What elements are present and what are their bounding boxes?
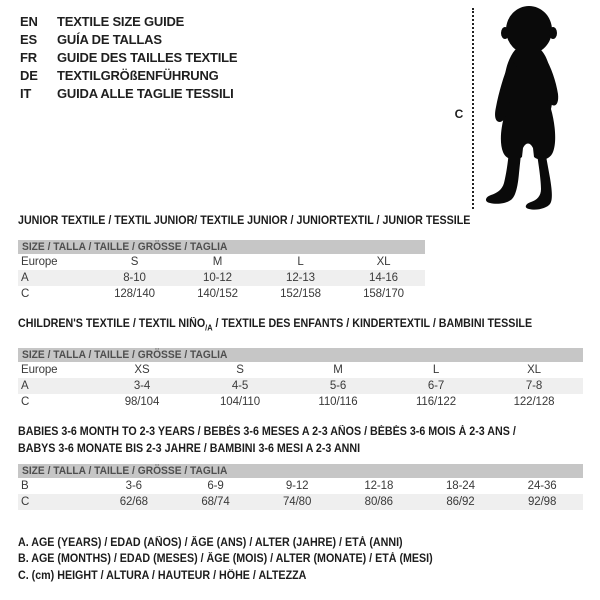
region-label-cell: Europe [21,256,58,268]
size-header-cell: XS [134,364,150,377]
size-header-label: SIZE / TALLA / TAILLE / GRÖSSE / TAGLIA [22,465,228,477]
value-cell: 158/170 [363,288,404,300]
language-code: EN [20,13,38,29]
value-cell: 12-18 [364,480,394,492]
table-row [18,286,425,302]
value-cell: 128/140 [114,288,155,300]
language-row [20,48,237,66]
value-cell: 122/128 [513,396,555,409]
size-header-cell: XL [376,256,391,268]
table-title [18,318,583,334]
value-cell: 74/80 [256,494,338,510]
value-cell: 140/152 [197,288,238,300]
table-row [18,378,583,394]
value-cell: 152/158 [280,288,321,300]
size-header-cell: S [236,364,244,377]
value-cell: 116/122 [415,396,457,409]
table-title-part: / TEXTILE DES ENFANTS / KINDERTEXTIL / BAMBINI TESSILE [212,318,533,330]
table-row [18,478,583,494]
value-cell: 14-16 [342,270,425,286]
value-cell: 10-12 [176,270,259,286]
language-title: TEXTILGRÖßENFÜHRUNG [57,67,219,83]
size-header-bar [18,464,583,478]
table-title-subscript: /A [205,323,213,333]
row-label-cell: B [21,480,29,492]
row-label-cell: A [18,378,93,394]
footnote-b [18,551,464,567]
row-label-cell: A [18,270,93,286]
footnote-text: B. AGE (MONTHS) / EDAD (MESES) / ÂGE (MOIS) / ALTER (MONATE) / ETÀ (MESI) [18,553,433,566]
language-title: GUÍA DE TALLAS [57,31,162,47]
table-title [18,424,583,457]
row-label-cell: C [21,396,30,409]
value-cell: 62/68 [93,494,175,510]
size-header-label: SIZE / TALLA / TAILLE / GRÖSSE / TAGLIA [22,349,228,362]
language-title: TEXTILE SIZE GUIDE [57,13,185,29]
value-cell: 4-5 [191,378,289,394]
language-row [20,66,237,84]
language-row [20,84,237,102]
value-cell: 7-8 [485,378,583,394]
childrens-textile-table [18,318,583,410]
language-title-block [20,12,237,102]
size-header-cell: M [333,364,343,377]
footnote-block [18,535,464,584]
table-title [18,215,471,228]
value-cell: 68/74 [175,494,257,510]
size-header-label: SIZE / TALLA / TAILLE / GRÖSSE / TAGLIA [22,241,228,253]
value-cell: 9-12 [285,480,309,492]
value-cell: 104/110 [219,396,261,409]
language-code: FR [20,49,37,65]
value-cell: 80/86 [338,494,420,510]
junior-textile-table [18,215,471,302]
row-label-cell: C [18,494,93,510]
table-title-part: CHILDREN'S TEXTILE / TEXTIL NIÑO [18,318,206,330]
value-cell: 5-6 [289,378,387,394]
size-header-cell: XL [527,364,541,377]
column-header-row [18,254,425,270]
language-code: DE [20,67,38,83]
size-header-bar [18,348,583,362]
babies-textile-table [18,424,583,510]
footnote-a [18,535,464,551]
size-header-cell: L [432,364,440,377]
size-grid [18,362,583,410]
footnote-text: A. AGE (YEARS) / EDAD (AÑOS) / ÂGE (ANS) / ALTER (JAHRE) / ETÀ (ANNI) [18,537,403,549]
region-label-cell: Europe [21,364,58,377]
table-row [18,394,583,410]
size-grid [18,254,425,302]
height-dimension-label: C [454,107,464,121]
size-grid [18,478,583,510]
value-cell: 8-10 [93,270,176,286]
baby-silhouette-icon [483,5,573,211]
value-cell: 18-24 [445,480,475,492]
table-title-text: JUNIOR TEXTILE / TEXTIL JUNIOR/ TEXTILE JUNIOR / JUNIORTEXTIL / JUNIOR TESSILE [18,215,471,227]
size-header-bar [18,240,425,254]
size-header-cell: L [297,256,304,268]
language-code: IT [20,85,32,101]
value-cell: 3-6 [125,480,142,492]
value-cell: 6-9 [207,480,224,492]
value-cell: 98/104 [124,396,160,409]
table-title-text [18,318,532,334]
value-cell: 110/116 [318,396,358,409]
value-cell: 86/92 [420,494,502,510]
value-cell: 92/98 [501,494,583,510]
value-cell: 12-13 [259,270,342,286]
size-header-cell: M [212,256,223,268]
table-row [18,270,425,286]
footnote-c [18,568,464,584]
column-header-row [18,362,583,378]
size-header-cell: S [130,256,139,268]
language-title: GUIDE DES TAILLES TEXTILE [57,49,238,65]
row-label-cell: C [21,288,30,300]
language-title: GUIDA ALLE TAGLIE TESSILI [57,85,234,101]
footnote-text: C. (cm) HEIGHT / ALTURA / HAUTEUR / HÖHE / ALTEZZA [18,569,307,582]
language-row [20,12,237,30]
table-title-line2: BABYS 3-6 MONATE BIS 2-3 JAHRE / BAMBINI 3-6 MESI A 2-3 ANNI [18,442,361,455]
value-cell: 24-36 [527,480,557,492]
table-title-line1: BABIES 3-6 MONTH TO 2-3 YEARS / BEBÉS 3-6 MESES A 2-3 AÑOS / BÉBÉS 3-6 MOIS À 2-3 ANS / [18,426,516,438]
value-cell: 6-7 [387,378,485,394]
language-code: ES [20,31,37,47]
language-row [20,30,237,48]
value-cell: 3-4 [93,378,191,394]
height-dimension-line [472,8,474,209]
table-row [18,494,583,510]
